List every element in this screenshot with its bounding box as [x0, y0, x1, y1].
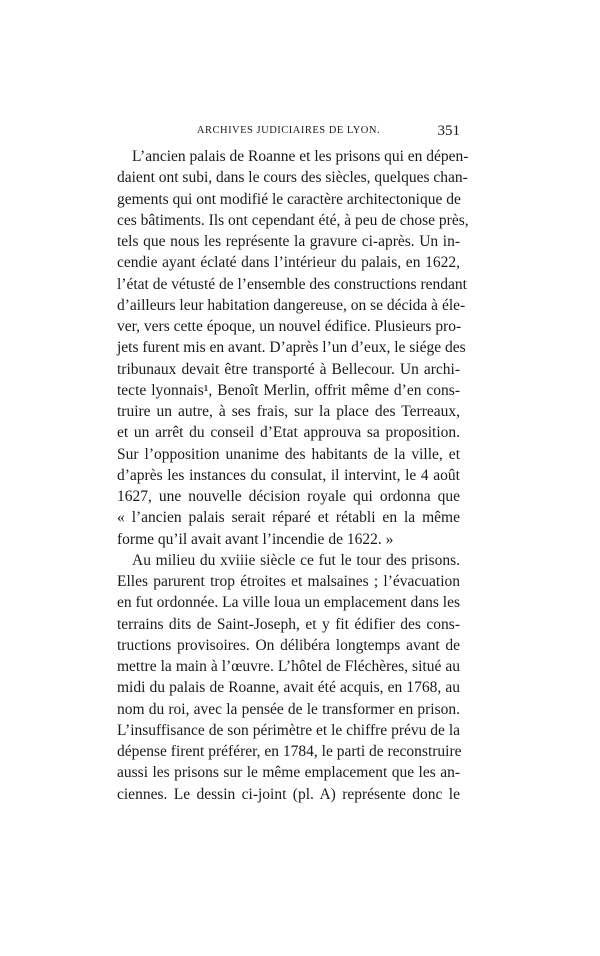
text-line: tecte lyonnais¹, Benoît Merlin, offrit même d’en cons-: [117, 381, 460, 399]
page-number: 351: [437, 123, 460, 139]
text-line: tels que nous les représente la gravure ci-après. Un in-: [117, 233, 460, 250]
text-line: mettre la main à l’œuvre. L’hôtel de Fléchères, situé au: [117, 658, 460, 675]
text-line: Au milieu du xviiie siècle ce fut le tour des prisons.: [132, 551, 460, 569]
text-line: en fut ordonnée. La ville loua un emplacement dans les: [117, 594, 460, 612]
text-line: nom du roi, avec la pensée de le transformer en prison.: [117, 700, 460, 718]
body-text: [117, 146, 469, 805]
text-line: « l’ancien palais serait réparé et rétabli en la même: [117, 509, 460, 527]
text-line: ces bâtiments. Ils ont cependant été, à peu de chose près,: [117, 211, 469, 229]
text-line: d’ailleurs leur habitation dangereuse, on se décida à éle-: [117, 296, 466, 314]
text-line: Sur l’opposition unanime des habitants de la ville, et: [117, 445, 460, 463]
text-line: gements qui ont modifié le caractère architectonique de: [117, 190, 461, 208]
text-line: L’ancien palais de Roanne et les prisons qui en dépen-: [132, 148, 469, 165]
text-line: forme qu’il avait avant l’incendie de 1622. »: [117, 530, 394, 548]
text-line: truire un autre, à ses frais, sur la place des Terreaux,: [117, 403, 460, 420]
text-line: dépense firent préférer, en 1784, le parti de reconstruire: [117, 743, 462, 760]
running-header: [117, 125, 460, 143]
text-line: tructions provisoires. On délibéra longtemps avant de: [117, 636, 460, 654]
text-line: aussi les prisons sur le même emplacement que les an-: [117, 764, 460, 782]
text-line: et un arrêt du conseil d’Etat approuva sa proposition.: [117, 424, 460, 442]
text-line: cendie ayant éclaté dans l’intérieur du palais, en 1622,: [117, 254, 460, 272]
text-line: jets furent mis en avant. D’après l’un d’eux, le siége des: [117, 339, 466, 357]
text-line: d’après les instances du consulat, il intervint, le 4 août: [117, 466, 460, 484]
text-line: daient ont subi, dans le cours des siècles, quelques chan-: [117, 169, 468, 187]
text-line: L’insuffisance de son périmètre et le chiffre prévu de la: [117, 721, 460, 739]
text-line: ciennes. Le dessin ci-joint (pl. A) représente donc le: [117, 785, 460, 803]
text-line: ver, vers cette époque, un nouvel édifice. Plusieurs pro-: [117, 318, 462, 335]
text-line: terrains dits de Saint-Joseph, et y fit édifier des cons-: [117, 615, 460, 633]
text-line: Elles parurent trop étroites et malsaines ; l’évacuation: [117, 573, 460, 590]
text-line: l’état de vétusté de l’ensemble des constructions rendant: [117, 275, 467, 293]
running-title: ARCHIVES JUDICIAIRES DE LYON.: [196, 125, 381, 136]
text-line: midi du palais de Roanne, avait été acquis, en 1768, au: [117, 679, 460, 697]
text-line: tribunaux devait être transporté à Bellecour. Un archi-: [117, 360, 460, 378]
text-line: 1627, une nouvelle décision royale qui ordonna que: [117, 488, 460, 505]
